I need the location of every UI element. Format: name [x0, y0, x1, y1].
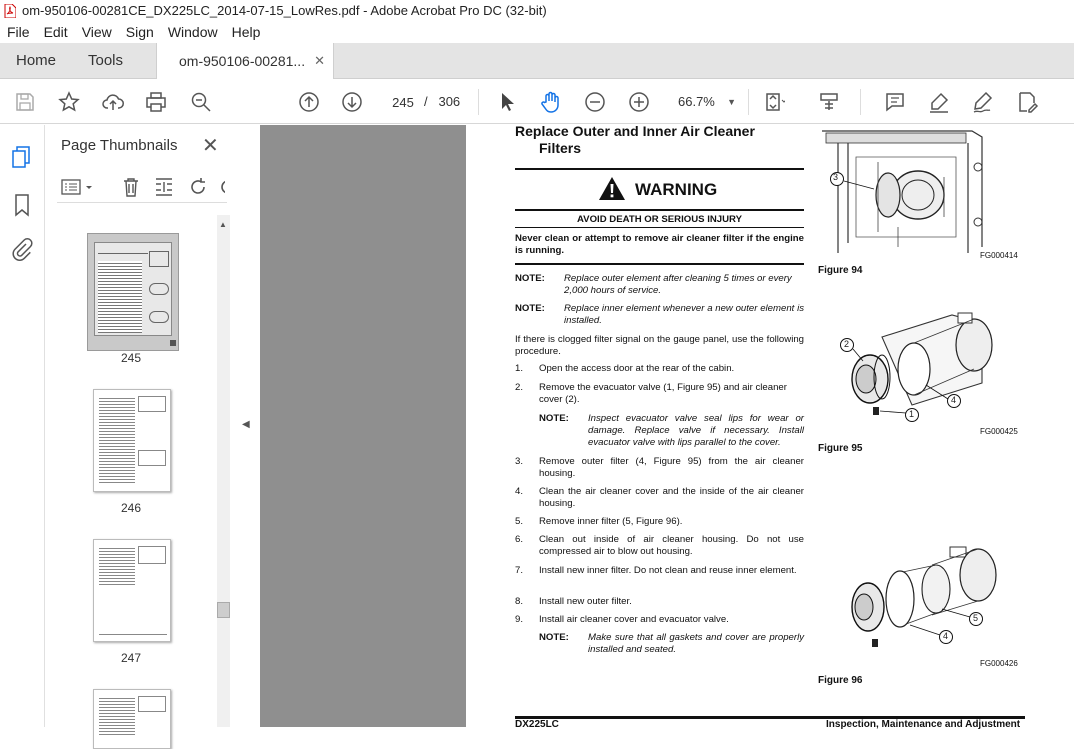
- menu-edit[interactable]: Edit: [43, 24, 68, 40]
- menu-file[interactable]: File: [7, 24, 30, 40]
- footer-right: Inspection, Maintenance and Adjustment: [826, 719, 1021, 730]
- step-text: Remove outer filter (4, Figure 95) from the air cleaner housing.: [539, 456, 804, 479]
- page-thumbnails-icon[interactable]: [10, 145, 34, 174]
- thumbnail-page-246[interactable]: [93, 389, 171, 492]
- collapse-panel-icon[interactable]: ◀: [242, 419, 250, 430]
- figure-caption: Figure 96: [818, 675, 863, 686]
- thumbnail-page-248[interactable]: [93, 689, 171, 749]
- callout-number: 3: [833, 172, 839, 182]
- step-number: 5.: [515, 516, 524, 527]
- more-tools-icon[interactable]: [217, 176, 225, 198]
- step-text: Clean the air cleaner cover and the inside of the air cleaner housing.: [539, 486, 804, 509]
- left-navigation-rail: [0, 125, 45, 727]
- thumbnail-page-245-selected[interactable]: [87, 233, 179, 351]
- note-text: Replace inner element whenever a new outer element is installed.: [564, 303, 804, 326]
- thumbnail-list: [45, 215, 217, 727]
- menu-sign[interactable]: Sign: [125, 24, 154, 40]
- save-icon[interactable]: [12, 89, 38, 115]
- step-text: Install new inner filter. Do not clean and reuse inner element.: [539, 565, 797, 576]
- thumbnail-label: 246: [120, 501, 142, 515]
- toolbar-divider: [860, 89, 861, 115]
- page-number-input[interactable]: 245: [384, 91, 422, 113]
- acrobat-icon: [4, 4, 16, 18]
- thumbnail-options-icon[interactable]: [61, 177, 95, 200]
- attachment-icon[interactable]: [10, 237, 34, 266]
- note-label: NOTE:: [515, 303, 545, 314]
- zoom-search-icon[interactable]: [188, 89, 214, 115]
- step-text: Install new outer filter.: [539, 596, 632, 607]
- note-label: NOTE:: [515, 273, 545, 284]
- delete-page-icon[interactable]: [120, 176, 142, 201]
- figure-code: FG000425: [980, 427, 1018, 436]
- step-text: Install air cleaner cover and evacuator valve.: [539, 614, 729, 625]
- next-page-icon[interactable]: [339, 89, 365, 115]
- select-cursor-icon[interactable]: [494, 89, 520, 115]
- step-text: Clean out inside of air cleaner housing. Do not use compressed air to blow out housing.: [539, 534, 804, 557]
- thumbnail-scrollbar[interactable]: [217, 215, 230, 727]
- callout-number: 4: [951, 395, 957, 405]
- tab-home[interactable]: Home: [16, 52, 57, 69]
- warning-body: Never clean or attempt to remove air cleaner filter if the engine is running.: [515, 233, 804, 256]
- tab-tools[interactable]: Tools: [88, 52, 124, 69]
- toolbar-divider: [478, 89, 479, 115]
- thumbnail-label: 245: [120, 351, 142, 365]
- scroll-up-icon[interactable]: ▲: [219, 220, 227, 229]
- step-number: 8.: [515, 596, 524, 607]
- comment-icon[interactable]: [882, 89, 908, 115]
- step-number: 7.: [515, 565, 524, 576]
- highlight-pen-icon[interactable]: [926, 89, 952, 115]
- tab-document[interactable]: [156, 43, 334, 80]
- step-number: 3.: [515, 456, 524, 467]
- panel-title: Page Thumbnails: [61, 137, 178, 154]
- figure-caption: Figure 94: [818, 265, 863, 276]
- warning-rule: [515, 227, 804, 228]
- warning-subtitle: AVOID DEATH OR SERIOUS INJURY: [576, 214, 743, 225]
- tab-bar: [0, 43, 1074, 79]
- note-label: NOTE:: [539, 632, 569, 643]
- toolbar-divider: [748, 89, 749, 115]
- warning-rule: [515, 263, 804, 265]
- note-text: Replace outer element after cleaning 5 times or every 2,000 hours of service.: [564, 273, 792, 296]
- intro-paragraph: If there is clogged filter signal on the gauge panel, use the following procedure.: [515, 334, 804, 357]
- warning-rule: [515, 168, 804, 170]
- bookmark-icon[interactable]: [12, 193, 32, 220]
- toolbar: [0, 79, 1074, 124]
- step-number: 1.: [515, 363, 524, 374]
- step-number: 9.: [515, 614, 524, 625]
- hand-tool-icon[interactable]: [538, 89, 564, 115]
- figure-96-illustration: [828, 543, 1008, 658]
- window-title: om-950106-00281CE_DX225LC_2014-07-15_LowRes.pdf - Adobe Acrobat Pro DC (32-bit): [22, 3, 547, 18]
- scrollbar-thumb[interactable]: [217, 602, 230, 618]
- zoom-level-value: 66.7%: [678, 94, 715, 109]
- menu-bar: [0, 21, 1074, 43]
- zoom-in-icon[interactable]: [626, 89, 652, 115]
- warning-triangle-icon: [598, 176, 626, 204]
- print-icon[interactable]: [143, 89, 169, 115]
- scroll-mode-icon[interactable]: [816, 89, 842, 115]
- page-separator: /: [424, 94, 428, 109]
- page-total: [424, 91, 460, 113]
- warning-rule: [515, 209, 804, 211]
- menu-window[interactable]: Window: [167, 24, 218, 40]
- step-text: Open the access door at the rear of the cabin.: [539, 363, 735, 374]
- tab-document-label: om-950106-00281...: [179, 53, 306, 69]
- close-panel-icon[interactable]: ✕: [202, 135, 219, 157]
- section-heading-cont: Filters: [539, 140, 582, 156]
- figure-code: FG000426: [980, 659, 1018, 668]
- zoom-out-icon[interactable]: [582, 89, 608, 115]
- menu-view[interactable]: View: [81, 24, 112, 40]
- close-tab-icon[interactable]: ✕: [314, 53, 325, 68]
- star-icon[interactable]: [56, 89, 82, 115]
- zoom-level-select[interactable]: [670, 91, 740, 113]
- step-number: 6.: [515, 534, 524, 545]
- title-bar: [0, 0, 1074, 21]
- page-fit-icon[interactable]: [760, 89, 786, 115]
- panel-tools: [57, 173, 227, 203]
- extract-page-icon[interactable]: [153, 176, 175, 201]
- figure-code: FG000414: [980, 251, 1018, 260]
- step-number: 2.: [515, 382, 524, 393]
- panel-splitter[interactable]: [232, 125, 260, 727]
- pdf-page: [466, 123, 1074, 730]
- warning-label: WARNING: [635, 180, 718, 199]
- edit-pdf-icon[interactable]: [1014, 89, 1040, 115]
- document-viewer[interactable]: [260, 123, 1074, 730]
- sign-pen-icon[interactable]: [970, 89, 996, 115]
- step-number: 4.: [515, 486, 524, 497]
- figure-94-illustration: [818, 127, 988, 258]
- menu-help[interactable]: Help: [231, 24, 261, 40]
- note-label: NOTE:: [539, 413, 569, 424]
- figure-95-illustration: [822, 307, 1012, 430]
- callout-number: 5: [973, 613, 979, 623]
- rotate-page-icon[interactable]: [187, 176, 209, 201]
- callout-number: 2: [844, 339, 850, 349]
- figure-caption: Figure 95: [818, 443, 863, 454]
- page-total-value: 306: [438, 94, 461, 109]
- upload-cloud-icon[interactable]: [100, 89, 126, 115]
- step-text: Remove inner filter (5, Figure 96).: [539, 516, 683, 527]
- section-heading: Replace Outer and Inner Air Cleaner: [515, 123, 755, 139]
- note-text: Inspect evacuator valve seal lips for wear or damage. Replace valve if necessary. Install evacuator valve with lips parallel to the cover.: [588, 413, 804, 448]
- thumbnail-label: 247: [120, 651, 142, 665]
- note-text: Make sure that all gaskets and cover are properly installed and seated.: [588, 632, 804, 655]
- footer-left: DX225LC: [515, 719, 559, 730]
- chevron-down-icon: ▼: [727, 97, 736, 107]
- callout-number: 4: [943, 631, 949, 641]
- step-text: Remove the evacuator valve (1, Figure 95) and air cleaner cover (2).: [539, 382, 787, 405]
- thumbnail-page-247[interactable]: [93, 539, 171, 642]
- previous-page-icon[interactable]: [296, 89, 322, 115]
- callout-number: 1: [909, 409, 915, 419]
